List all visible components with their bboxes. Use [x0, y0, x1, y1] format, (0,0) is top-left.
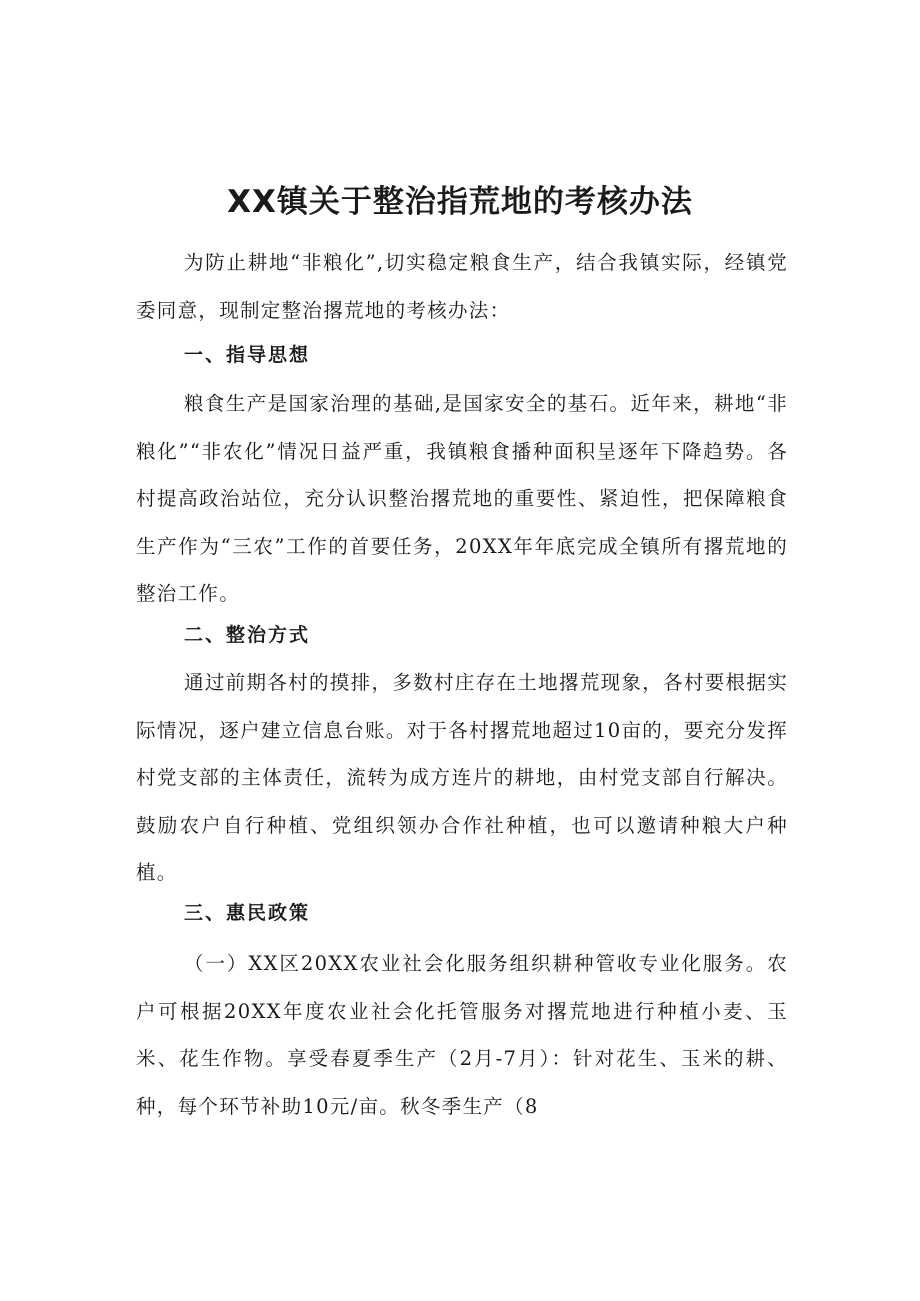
section-heading-guiding-thought: 一、指导思想	[184, 344, 311, 366]
intro-paragraph: 为防止耕地“非粮化”,切实稳定粮食生产，结合我镇实际，经镇党委同意，现制定整治撂荒地的考核办法：	[136, 251, 788, 322]
section-paragraph-rectification-method: 通过前期各村的摸排，多数村庄存在土地撂荒现象，各村要根据实际情况，逐户建立信息台账。对于各村撂荒地超过10亩的，要充分发挥村党支部的主体责任，流转为成方连片的耕地，由村党支部自行解决。鼓励农户自行种植、党组织领办合作社种植，也可以邀请种粮大户种植。	[136, 671, 788, 884]
section-paragraph-benefit-policy: （一）XX区20XX农业社会化服务组织耕种管收专业化服务。农户可根据20XX年度农业社会化托管服务对撂荒地进行种植小麦、玉米、花生作物。享受春夏季生产（2月-7月）：针对花生、玉米的耕、种，每个环节补助10元/亩。秋冬季生产（8	[136, 952, 788, 1118]
document-title: XX镇关于整治指荒地的考核办法	[227, 184, 693, 220]
section-heading-rectification-method: 二、整治方式	[184, 624, 311, 646]
section-paragraph-guiding-thought: 粮食生产是国家治理的基础,是国家安全的基石。近年来，耕地“非粮化”“非农化”情况日益严重，我镇粮食播种面积呈逐年下降趋势。各村提高政治站位，充分认识整治撂荒地的重要性、紧迫性，把保障粮食生产作为“三农”工作的首要任务，20XX年年底完成全镇所有撂荒地的整治工作。	[136, 392, 788, 605]
section-heading-benefit-policy: 三、惠民政策	[184, 902, 311, 924]
